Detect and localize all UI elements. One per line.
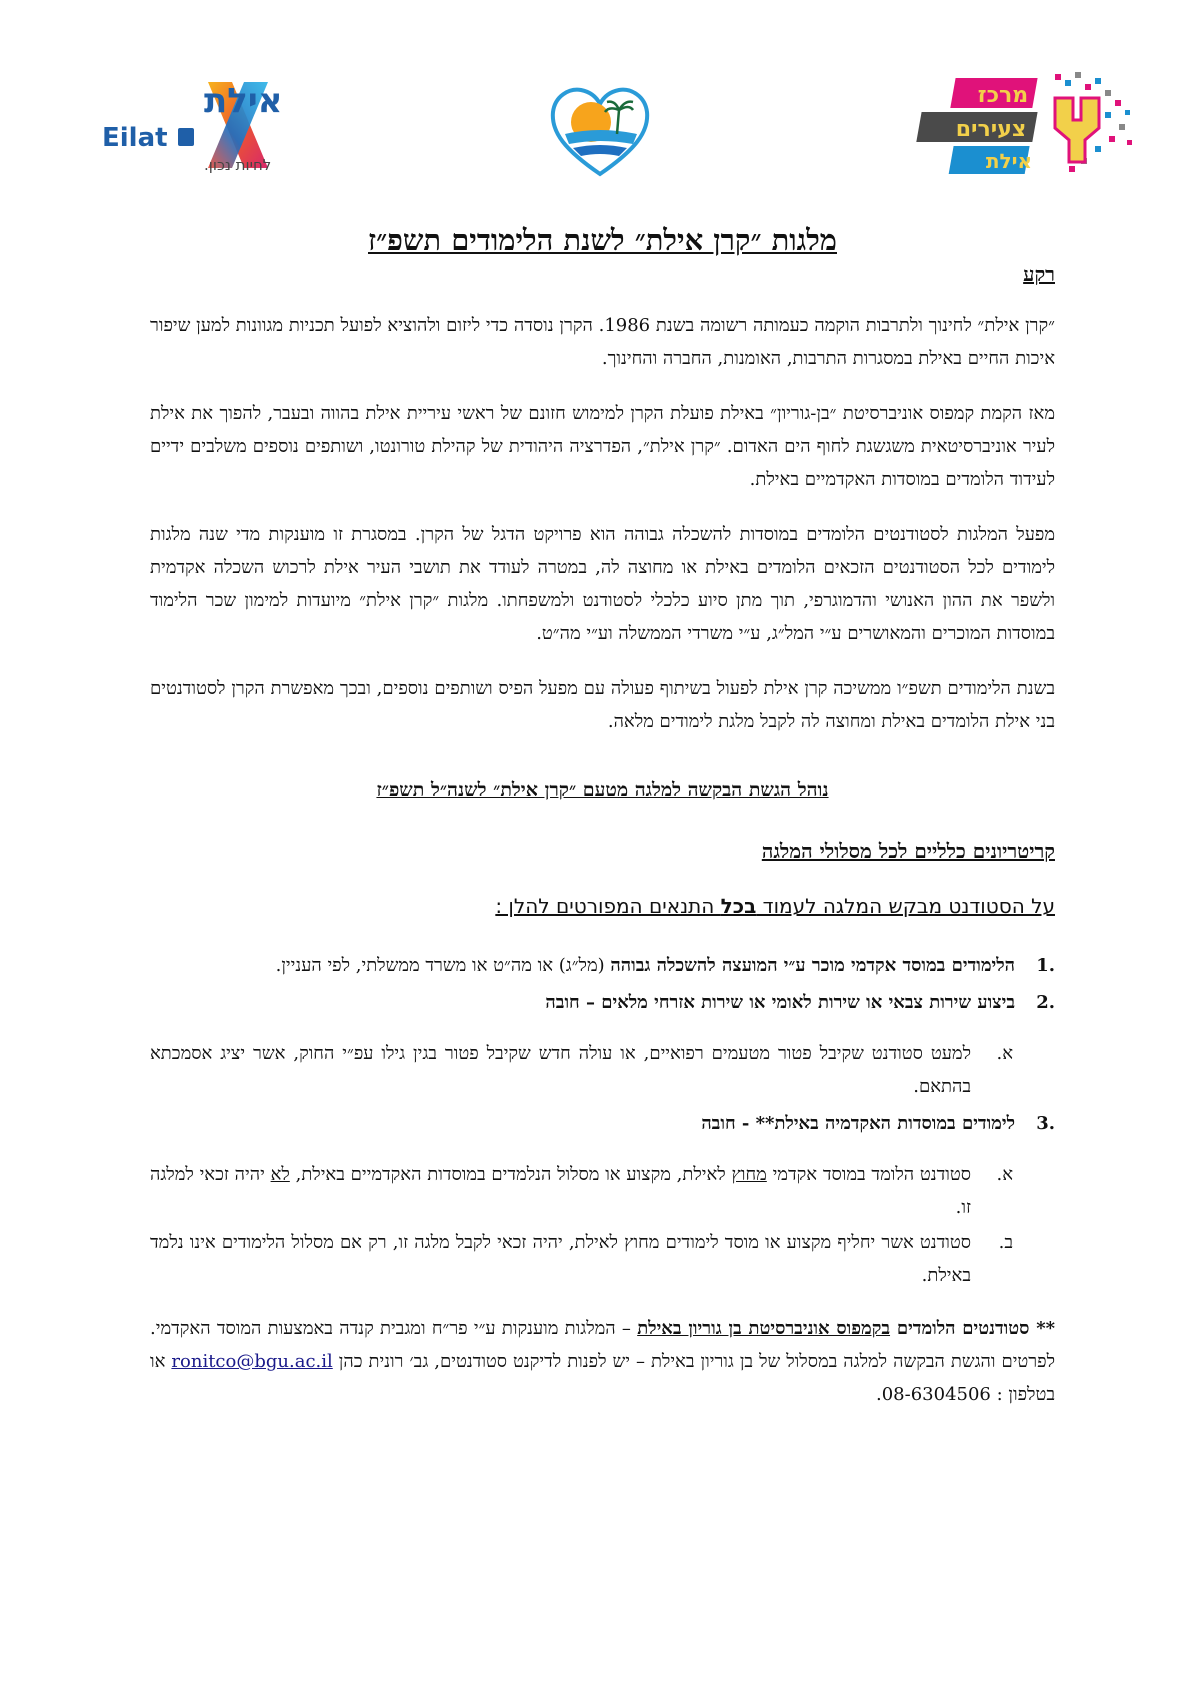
youth-center-logo: [905, 70, 1135, 180]
sub-text: סטודנט אשר יחליף מקצוע או מוסד לימודים מחוץ לאילת, יהיה זכאי לקבל מלגה זו, רק אם מסלול הלימודים אינו נלמד באילת.: [150, 1232, 971, 1286]
sub-letter: ב.: [998, 1232, 1013, 1253]
youth-logo-line1: מרכז: [977, 83, 1029, 108]
criteria-intro-bold: בכל: [720, 894, 757, 918]
document-body: [150, 222, 1055, 1411]
criterion-item-1: [150, 949, 1055, 982]
email-link[interactable]: ronitco@bgu.ac.il: [171, 1351, 333, 1372]
eilat-emblem-icon: [178, 128, 194, 146]
eilat-logo-hebrew: אילת: [204, 81, 280, 121]
footnote-bold-underlined: בקמפוס אוניברסיטת בן גוריון באילת: [637, 1318, 891, 1339]
procedure-title: נוהל הגשת הבקשה למלגה מטעם ״קרן אילת״ לשנה״ל תשפ״ז: [376, 779, 829, 801]
sub-text-underlined: לא: [270, 1164, 290, 1185]
eilat-logo-tagline: לחיות נכון.: [204, 156, 272, 174]
sub-text-underlined: מחוץ: [731, 1164, 767, 1185]
eilat-logo-english: Eilat: [102, 123, 168, 153]
youth-logo-line2: צעירים: [955, 117, 1027, 142]
background-paragraph-2: מאז הקמת קמפוס אוניברסיטת ״בן-גוריון״ באילת פועלת הקרן למימוש חזונם של ראשי עיריית אילת בהווה ובעבר, להפוך את אילת לעיר אוניברסיטאית משגשגת לחוף הים האדום. ״קרן אילת״, הפדרציה היהודית של קהילת טורונטו, ושותפים נוספים משלבים ידיים לעידוד הלומדים במוסדות האקדמיים באילת.: [150, 403, 1055, 490]
criterion-text: ביצוע שירות צבאי או שירות לאומי או שירות אזרחי מלאים – חובה: [545, 992, 1015, 1013]
eilat-logo: [100, 78, 280, 178]
criterion-3-sub-a: [150, 1158, 1013, 1224]
criterion-number: .3: [1036, 1113, 1055, 1134]
footnote-stars: **: [1036, 1318, 1056, 1339]
criteria-intro: [150, 890, 1055, 923]
background-paragraph-1: ״קרן אילת״ לחינוך ולתרבות הוקמה כעמותה רשומה בשנת 1986. הקרן נוסדה כדי ליזום ולהוציא לפועל תכניות מגוונות למען שיפור איכות החיים באילת במסגרות התרבות, האומנות, החברה והחינוך.: [150, 315, 1055, 369]
background-paragraph-3: מפעל המלגות לסטודנטים הלומדים במוסדות להשכלה גבוהה הוא פרויקט הדגל של הקרן. במסגרת זו מוענקות מדי שנה מלגות לימודים לכל הסטודנטים הזכאים הלומדים באילת או מחוצה לה, במטרה לעודד את תושבי העיר אילת לרכוש השכלה אקדמית ולשפר את ההון האנושי והדמוגרפי, תוך מתן סיוע כלכלי לסטודנט ולמשפחתו. מלגות ״קרן אילת״ מיועדות למימון שכר הלימוד במוסדות המוכרים והמאושרים ע״י המל״ג, ע״י משרדי הממשלה וע״י מה״ט.: [150, 524, 1055, 644]
sub-text-part: סטודנט הלומד במוסד אקדמי: [766, 1164, 972, 1185]
criteria-heading: קריטריונים כלליים לכל מסלולי המלגה: [761, 839, 1055, 863]
criterion-text: [150, 949, 1015, 982]
footnote: [150, 1312, 1055, 1411]
criterion-text: לימודים במוסדות האקדמיה באילת** - חובה: [701, 1113, 1015, 1134]
criterion-item-2: [150, 986, 1055, 1019]
criterion-item-3: [150, 1107, 1055, 1140]
footnote-text: – המלגות מוענקות ע״י פר״ח ומגבית קנדה באמצעות המוסד האקדמי. לפרטים והגשת הבקשה למלגה במסלול של בן גוריון באילת – יש לפנות לדיקנט סטודנטים, גב׳ רונית כהן: [150, 1318, 1055, 1372]
sub-text-part: לאילת, מקצוע או מסלול הנלמדים במוסדות האקדמיים באילת,: [289, 1164, 732, 1185]
heart-sun-palm-logo: [545, 82, 655, 182]
criterion-rest-text: (מל״ג) או מה״ט או משרד ממשלתי, לפי העניין.: [275, 955, 611, 976]
criterion-bold-text: הלימודים במוסד אקדמי מוכר ע״י המועצה להשכלה גבוהה: [610, 955, 1015, 976]
criterion-number: .1: [1036, 955, 1055, 976]
criteria-intro-before: על הסטודנט מבקש המלגה לעמוד: [756, 894, 1055, 918]
footnote-bold: סטודנטים הלומדים: [890, 1318, 1037, 1339]
sub-text: [150, 1158, 971, 1224]
sub-letter: א.: [996, 1164, 1013, 1185]
background-paragraph-4: בשנת הלימודים תשפ״ו ממשיכה קרן אילת לפעול בשיתוף פעולה עם מפעל הפיס ושותפים נוספים, ובכך מאפשרת הקרן לסטודנטים בני אילת הלומדים באילת ומחוצה לה לקבל מלגת לימודים מלאה.: [150, 678, 1055, 732]
logos-row: [0, 70, 1190, 180]
footnote-phone-text: או בטלפון : 08-6304506.: [150, 1351, 1055, 1405]
sub-text-part: יהיה זכאי למלגה זו.: [150, 1164, 971, 1218]
sub-letter: א.: [996, 1043, 1013, 1064]
sub-text: למעט סטודנט שקיבל פטור מטעמים רפואיים, או עולה חדש שקיבל פטור בגין גילו עפ״י החוק, אשר יציג אסמכתא בהתאם.: [150, 1043, 971, 1097]
background-heading: רקע: [1023, 262, 1055, 286]
page-title: מלגות ״קרן אילת״ לשנת הלימודים תשפ״ז: [368, 223, 837, 257]
criterion-number: .2: [1036, 992, 1055, 1013]
criteria-intro-after: התנאים המפורטים להלן :: [495, 894, 721, 918]
criterion-3-sub-b: [150, 1226, 1013, 1292]
criterion-2-sub-a: [150, 1037, 1013, 1103]
youth-logo-line3: אילת: [985, 149, 1033, 173]
